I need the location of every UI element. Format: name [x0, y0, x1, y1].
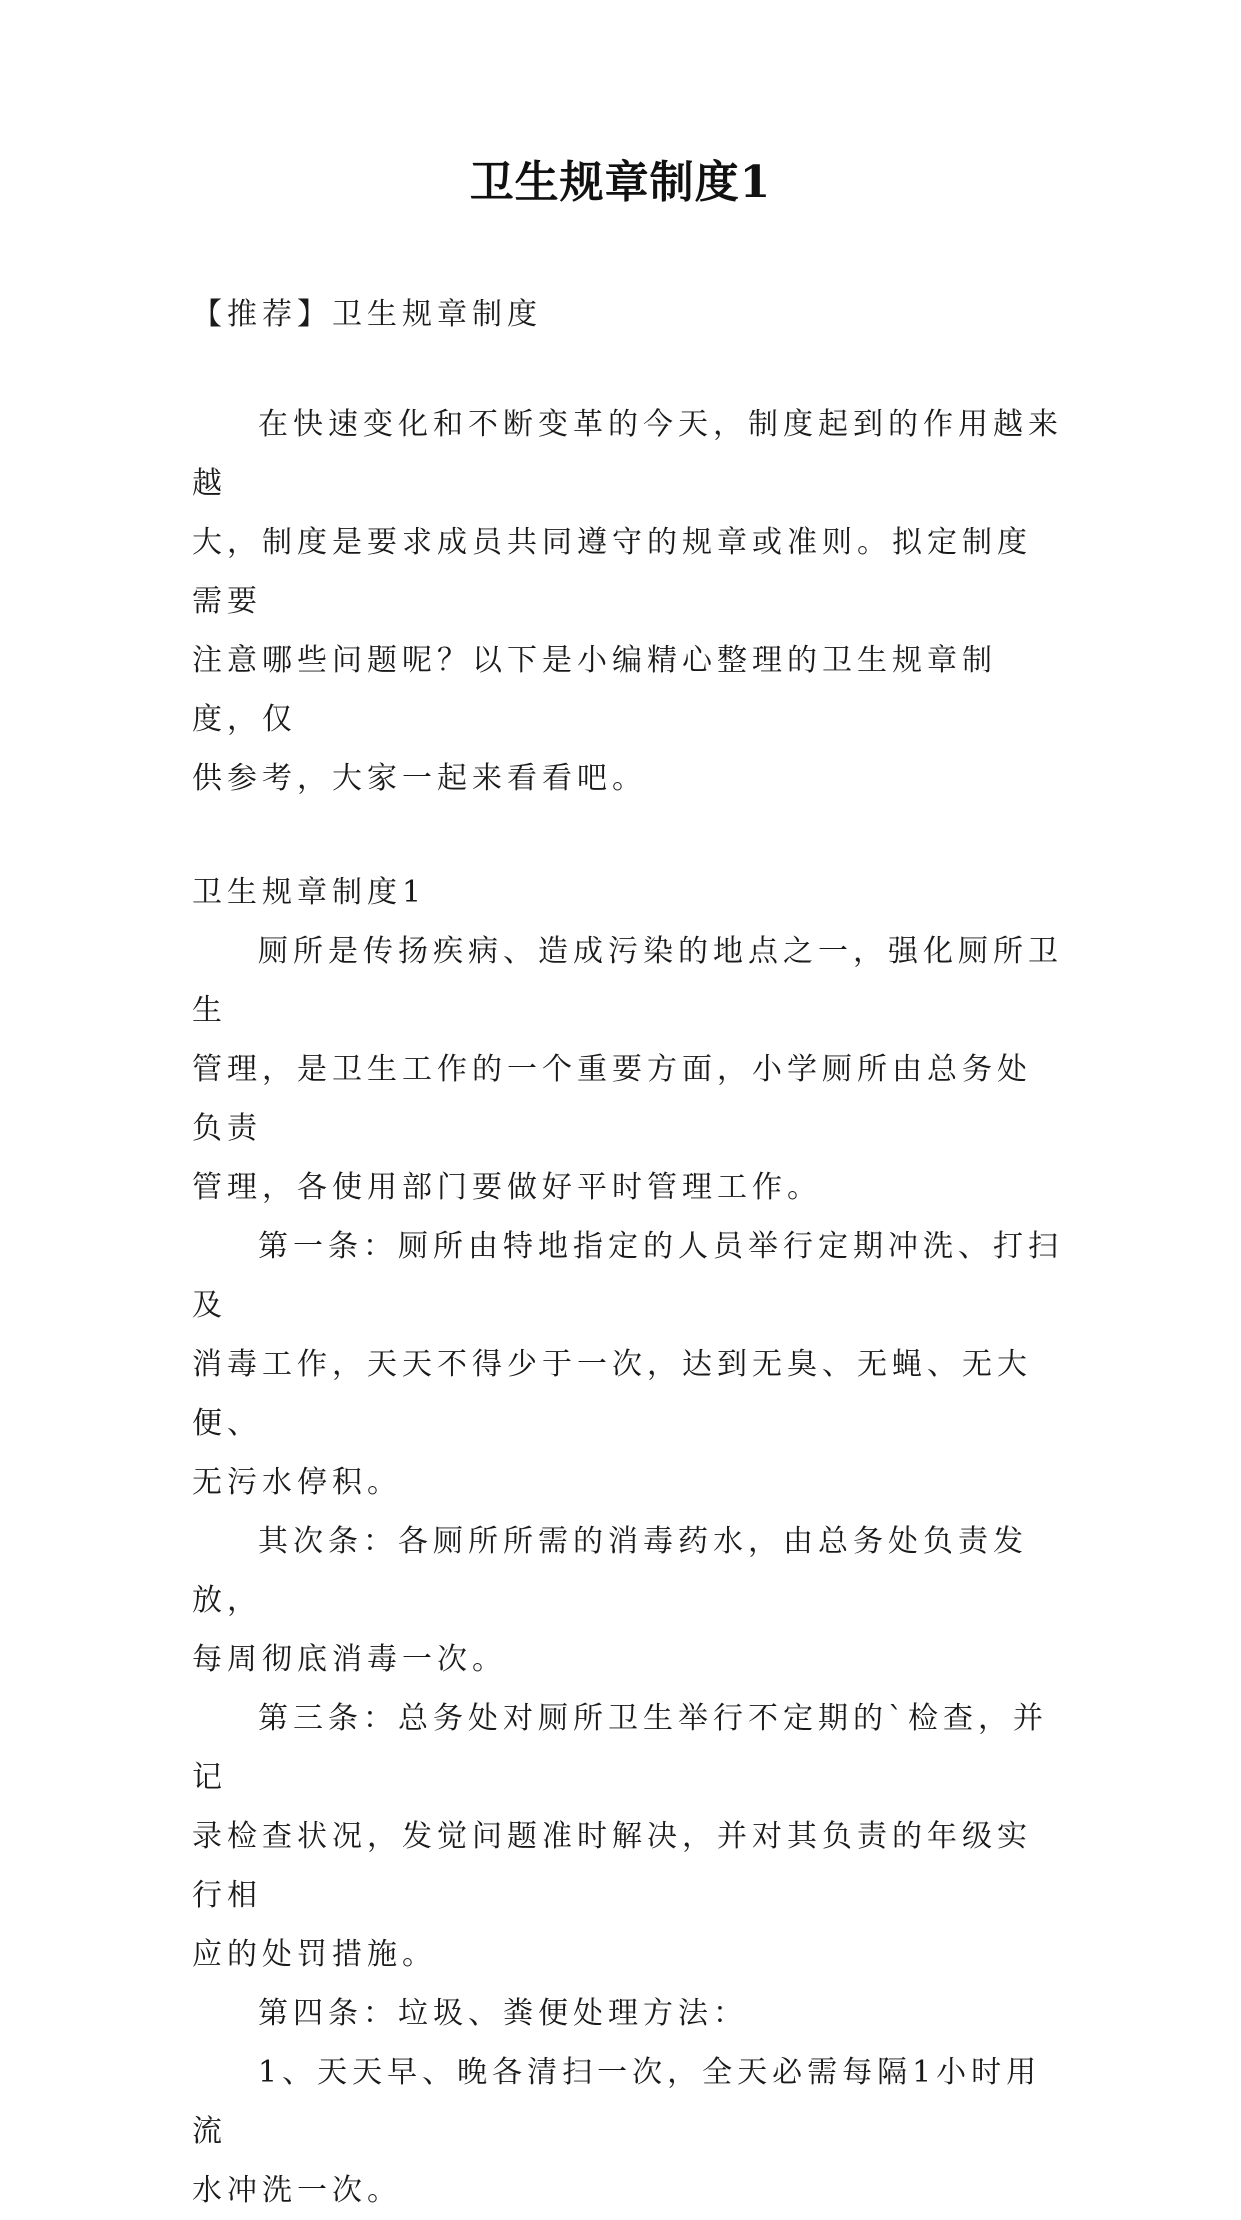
article-1-paragraph: 第一条：厕所由特地指定的人员举行定期冲洗、打扫及 消毒工作，天天不得少于一次，达到无臭、无蝇、无大便、 无污水停积。: [192, 1229, 1063, 1500]
document-title: 卫生规章制度1: [469, 157, 772, 208]
document-body: [192, 285, 1064, 2220]
article-4-paragraph: 第四条：垃圾、粪便处理方法：: [258, 1996, 748, 2031]
item-1-paragraph: 1、天天早、晚各清扫一次，全天必需每隔1小时用流 水冲洗一次。: [192, 2055, 1042, 2208]
article-3-paragraph: 第三条：总务处对厕所卫生举行不定期的`检查，并记 录检查状况，发觉问题准时解决，并对其负责的年级实行相 应的处罚措施。: [192, 1701, 1048, 1972]
article-2-paragraph: 其次条：各厕所所需的消毒药水，由总务处负责发放， 每周彻底消毒一次。: [192, 1524, 1028, 1677]
recommend-line: 【推荐】卫生规章制度: [192, 297, 542, 332]
body-paragraph: 厕所是传扬疾病、造成污染的地点之一，强化厕所卫生 管理，是卫生工作的一个重要方面，小学厕所由总务处负责 管理，各使用部门要做好平时管理工作。: [192, 934, 1063, 1205]
intro-paragraph: 在快速变化和不断变革的今天，制度起到的作用越来越 大，制度是要求成员共同遵守的规章或准则。拟定制度需要 注意哪些问题呢？以下是小编精心整理的卫生规章制度，仅 供参考，大家一起来看看吧。: [192, 407, 1063, 796]
section-title: 卫生规章制度1: [192, 875, 427, 910]
